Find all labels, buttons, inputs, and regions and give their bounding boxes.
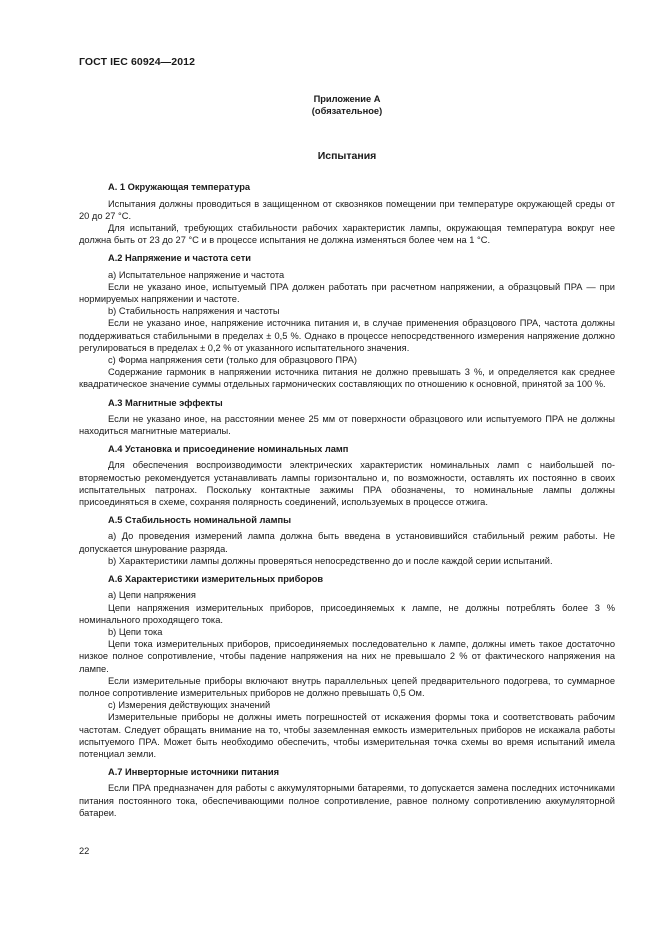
paragraph: b) Цепи тока [108, 626, 163, 637]
paragraph: Содержание гармоник в напряжении источника питания не должно превышать 3 %, и определяется как среднее квадратическое значение суммы отдельных гармонических составляющих по отношению к основной, принятой за 100 %. [79, 367, 615, 390]
paragraph: с) Измерения действующих значений [108, 700, 271, 711]
paragraph: b) Характеристики лампы должны проверяться непосредственно до и после каждой серии испытаний. [108, 555, 553, 566]
paragraph: Если не указано иное, напряжение источника питания и, в случае применения образцового ПРА, частота должны поддерживаться стабильными в пределах ± 0,5 %. Однако в процессе непосредственного измерения напряжение должно регулироваться в пределах ± 0,2 % от указанного испытательного значения. [79, 318, 615, 353]
section-a2 [79, 252, 615, 390]
section-heading: А.3 Магнитные эффекты [108, 397, 223, 408]
page-number: 22 [79, 846, 90, 856]
section-a4 [79, 443, 615, 508]
main-title: Испытания [317, 150, 377, 163]
appendix-heading [79, 93, 615, 117]
section-heading: А.5 Стабильность номинальной лампы [108, 515, 292, 526]
paragraph: Если не указано иное, испытуемый ПРА должен работать при расчетном напряжении, а образцовый ПРА — при нормируемых напряжении и частоте. [79, 281, 615, 305]
paragraph: с) Форма напряжения сети (только для образцового ПРА) [108, 355, 357, 366]
paragraph: а) Цепи напряжения [108, 590, 196, 601]
document-header-title: ГОСТ IEC 60924—2012 [79, 56, 196, 68]
appendix-subtitle: (обязательное) [311, 106, 383, 117]
paragraph: Если измерительные приборы включают внутрь параллельных цепей предварительного подогрева, то суммарное полное сопротивление измерительных приборов не должно превышать 0,5 Ом. [79, 675, 615, 698]
paragraph: а) Испытательное напряжение и частота [108, 269, 285, 280]
paragraph: Измерительные приборы не должны иметь погрешностей от искажения формы тока и соответствовать рабочим частотам. Следует обращать внимание на то, чтобы заземленная емкость измерительных приборов не искажала работы испытуемого ПРА. Может быть необходимо обеспечить, чтобы измерительная точка схемы во время испытаний имела потенциал земли. [79, 712, 615, 759]
paragraph: Испытания должны проводиться в защищенном от сквозняков помещении при температуре окружающей среды от 20 до 27 °С. [79, 198, 615, 221]
section-a1 [79, 181, 615, 246]
paragraph: Для обеспечения воспроизводимости электрических характеристик номинальных ламп с наибольшей повторяемостью рекомендуется устанавливать лампы горизонтально и, по возможности, оставлять их постоянно в своих испытательных патронах. Поскольку контактные зажимы ПРА обозначены, то номинальные лампы должны присоединяться в схеме, сохраняя полярность соединений, используемых в процессе отжига. [79, 460, 615, 508]
section-heading: А.6 Характеристики измерительных приборов [108, 574, 324, 585]
paragraph: Если ПРА предназначен для работы с аккумуляторными батареями, то допускается замена последних источниками питания постоянного тока, обеспечивающими полное сопротивление, равное полному сопротивлению аккумуляторной батареи. [79, 783, 615, 818]
section-a6 [79, 573, 615, 760]
section-heading: А. 1 Окружающая температура [108, 182, 251, 193]
section-heading: А.2 Напряжение и частота сети [108, 253, 251, 264]
paragraph: Цепи напряжения измерительных приборов, присоединяемых к лампе, не должны потреблять более 3 % номинального проходящего тока. [79, 602, 615, 625]
paragraph: а) До проведения измерений лампа должна быть введена в установившийся стабильный режим работы. Не допускается шнурование разряда. [79, 531, 615, 554]
section-a7 [79, 766, 615, 819]
paragraph: b) Стабильность напряжения и частоты [108, 306, 280, 317]
section-heading: А.7 Инверторные источники питания [108, 767, 280, 778]
section-a3 [79, 397, 615, 438]
paragraph: Для испытаний, требующих стабильности рабочих характеристик лампы, окружающая температура вокруг нее должна быть от 23 до 27 °С и в процессе испытания не должна изменяться более чем на 1 °С. [79, 223, 615, 246]
paragraph: Цепи тока измерительных приборов, присоединяемых последовательно к лампе, должны иметь такое достаточно низкое полное сопротивление, чтобы падение напряжения на них не превышало 2 % от фактического напряжения на лампе. [79, 639, 615, 674]
appendix-title: Приложение А [313, 94, 381, 105]
paragraph: Если не указано иное, на расстоянии менее 25 мм от поверхности образцового или испытуемого ПРА не должны находиться магнитные материалы. [79, 413, 615, 437]
section-a5 [79, 514, 615, 567]
section-heading: А.4 Установка и присоединение номинальных ламп [108, 444, 349, 455]
